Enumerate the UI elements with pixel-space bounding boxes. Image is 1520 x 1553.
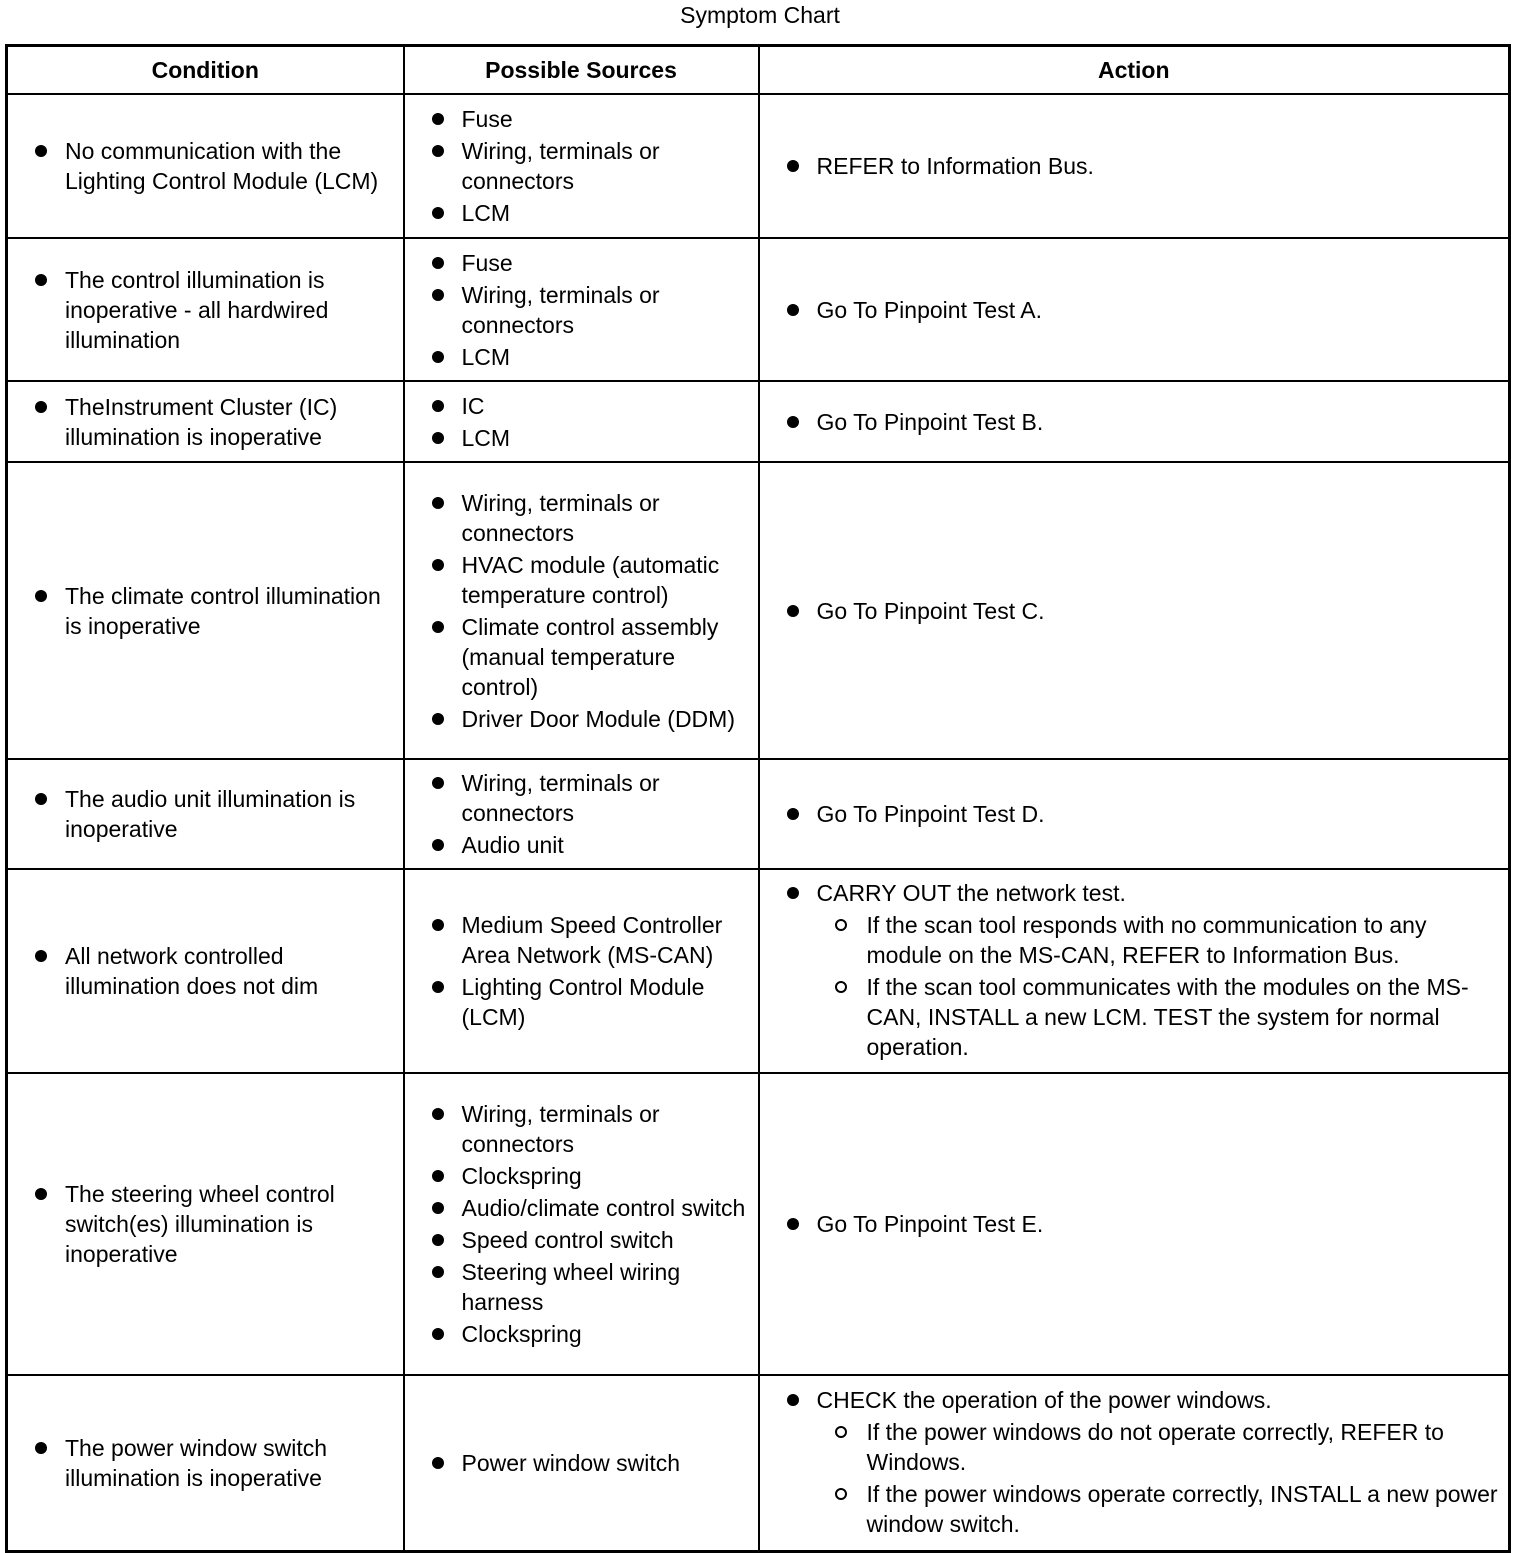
table-row	[7, 381, 1510, 462]
source-item: Wiring, terminals or connectors	[405, 768, 758, 828]
condition-text: The control illumination is inoperative - all hardwired illumination	[8, 265, 403, 355]
source-item: LCM	[405, 198, 758, 228]
condition-cell	[7, 381, 404, 462]
possible-sources-cell	[404, 94, 759, 238]
source-item: Medium Speed Controller Area Network (MS-CAN)	[405, 910, 758, 970]
possible-sources-cell	[404, 759, 759, 869]
condition-text: The climate control illumination is inoperative	[8, 581, 403, 641]
header-condition: Condition	[7, 46, 404, 95]
header-possible-sources: Possible Sources	[404, 46, 759, 95]
source-item: Climate control assembly (manual temperature control)	[405, 612, 758, 702]
sub-action-item: If the power windows operate correctly, INSTALL a new power window switch.	[817, 1479, 1501, 1539]
source-item: Audio unit	[405, 830, 758, 860]
source-item: Lighting Control Module (LCM)	[405, 972, 758, 1032]
action-cell	[759, 462, 1510, 759]
source-item: Clockspring	[405, 1319, 758, 1349]
source-item: Wiring, terminals or connectors	[405, 136, 758, 196]
possible-sources-cell	[404, 381, 759, 462]
action-item	[760, 596, 1509, 626]
condition-cell	[7, 1073, 404, 1375]
table-row	[7, 1375, 1510, 1551]
action-text: CHECK the operation of the power windows.	[816, 1386, 1272, 1413]
source-item: LCM	[405, 342, 758, 372]
source-item: Wiring, terminals or connectors	[405, 280, 758, 340]
table-row	[7, 1073, 1510, 1375]
table-row	[7, 462, 1510, 759]
action-text: Go To Pinpoint Test E.	[816, 1211, 1044, 1237]
table-row	[7, 238, 1510, 381]
condition-text: The power window switch illumination is inoperative	[8, 1433, 403, 1493]
condition-text: The audio unit illumination is inoperative	[8, 784, 403, 844]
source-item: Steering wheel wiring harness	[405, 1257, 758, 1317]
condition-text: All network controlled illumination does not dim	[8, 941, 403, 1001]
condition-text: TheInstrument Cluster (IC) illumination is inoperative	[8, 392, 403, 452]
action-cell	[759, 759, 1510, 869]
possible-sources-cell	[404, 869, 759, 1073]
condition-text: No communication with the Lighting Control Module (LCM)	[8, 136, 403, 196]
action-cell	[759, 381, 1510, 462]
condition-text: The steering wheel control switch(es) illumination is inoperative	[8, 1179, 403, 1269]
action-text: REFER to Information Bus.	[816, 153, 1094, 179]
header-action: Action	[759, 46, 1510, 95]
action-item	[760, 878, 1509, 1062]
header-row	[7, 46, 1510, 95]
condition-cell	[7, 759, 404, 869]
action-text: Go To Pinpoint Test D.	[816, 801, 1045, 827]
condition-cell	[7, 238, 404, 381]
action-item	[760, 151, 1509, 181]
sub-action-item: If the scan tool responds with no communication to any module on the MS-CAN, REFER to Information Bus.	[817, 910, 1501, 970]
condition-cell	[7, 869, 404, 1073]
page-title: Symptom Chart	[680, 2, 840, 28]
source-item: Fuse	[405, 104, 758, 134]
action-text: Go To Pinpoint Test C.	[816, 597, 1045, 624]
source-item: Clockspring	[405, 1161, 758, 1191]
source-item: LCM	[405, 423, 758, 453]
action-cell	[759, 238, 1510, 381]
table-row	[7, 759, 1510, 869]
sub-action-item: If the power windows do not operate correctly, REFER to Windows.	[817, 1417, 1501, 1477]
action-cell	[759, 94, 1510, 238]
action-text: CARRY OUT the network test.	[816, 880, 1126, 906]
source-item: HVAC module (automatic temperature control)	[405, 550, 758, 610]
table-row	[7, 869, 1510, 1073]
action-cell	[759, 869, 1510, 1073]
source-item: Power window switch	[405, 1448, 758, 1478]
action-item	[760, 1385, 1509, 1539]
action-cell	[759, 1375, 1510, 1551]
action-cell	[759, 1073, 1510, 1375]
sub-action-item: If the scan tool communicates with the modules on the MS-CAN, INSTALL a new LCM. TEST the system for normal operation.	[817, 972, 1501, 1062]
source-item: Wiring, terminals or connectors	[405, 488, 758, 548]
source-item: Driver Door Module (DDM)	[405, 704, 758, 734]
possible-sources-cell	[404, 1375, 759, 1551]
source-item: IC	[405, 391, 758, 421]
action-item	[760, 799, 1509, 829]
condition-cell	[7, 462, 404, 759]
possible-sources-cell	[404, 238, 759, 381]
source-item: Audio/climate control switch	[405, 1193, 758, 1223]
table-row	[7, 94, 1510, 238]
action-item	[760, 407, 1509, 437]
action-item	[760, 295, 1509, 325]
source-item: Wiring, terminals or connectors	[405, 1099, 758, 1159]
symptom-chart-table	[5, 44, 1511, 1553]
action-item	[760, 1209, 1509, 1239]
possible-sources-cell	[404, 462, 759, 759]
condition-cell	[7, 1375, 404, 1551]
action-text: Go To Pinpoint Test A.	[816, 296, 1042, 323]
source-item: Speed control switch	[405, 1225, 758, 1255]
action-text: Go To Pinpoint Test B.	[816, 408, 1044, 435]
possible-sources-cell	[404, 1073, 759, 1375]
condition-cell	[7, 94, 404, 238]
source-item: Fuse	[405, 248, 758, 278]
